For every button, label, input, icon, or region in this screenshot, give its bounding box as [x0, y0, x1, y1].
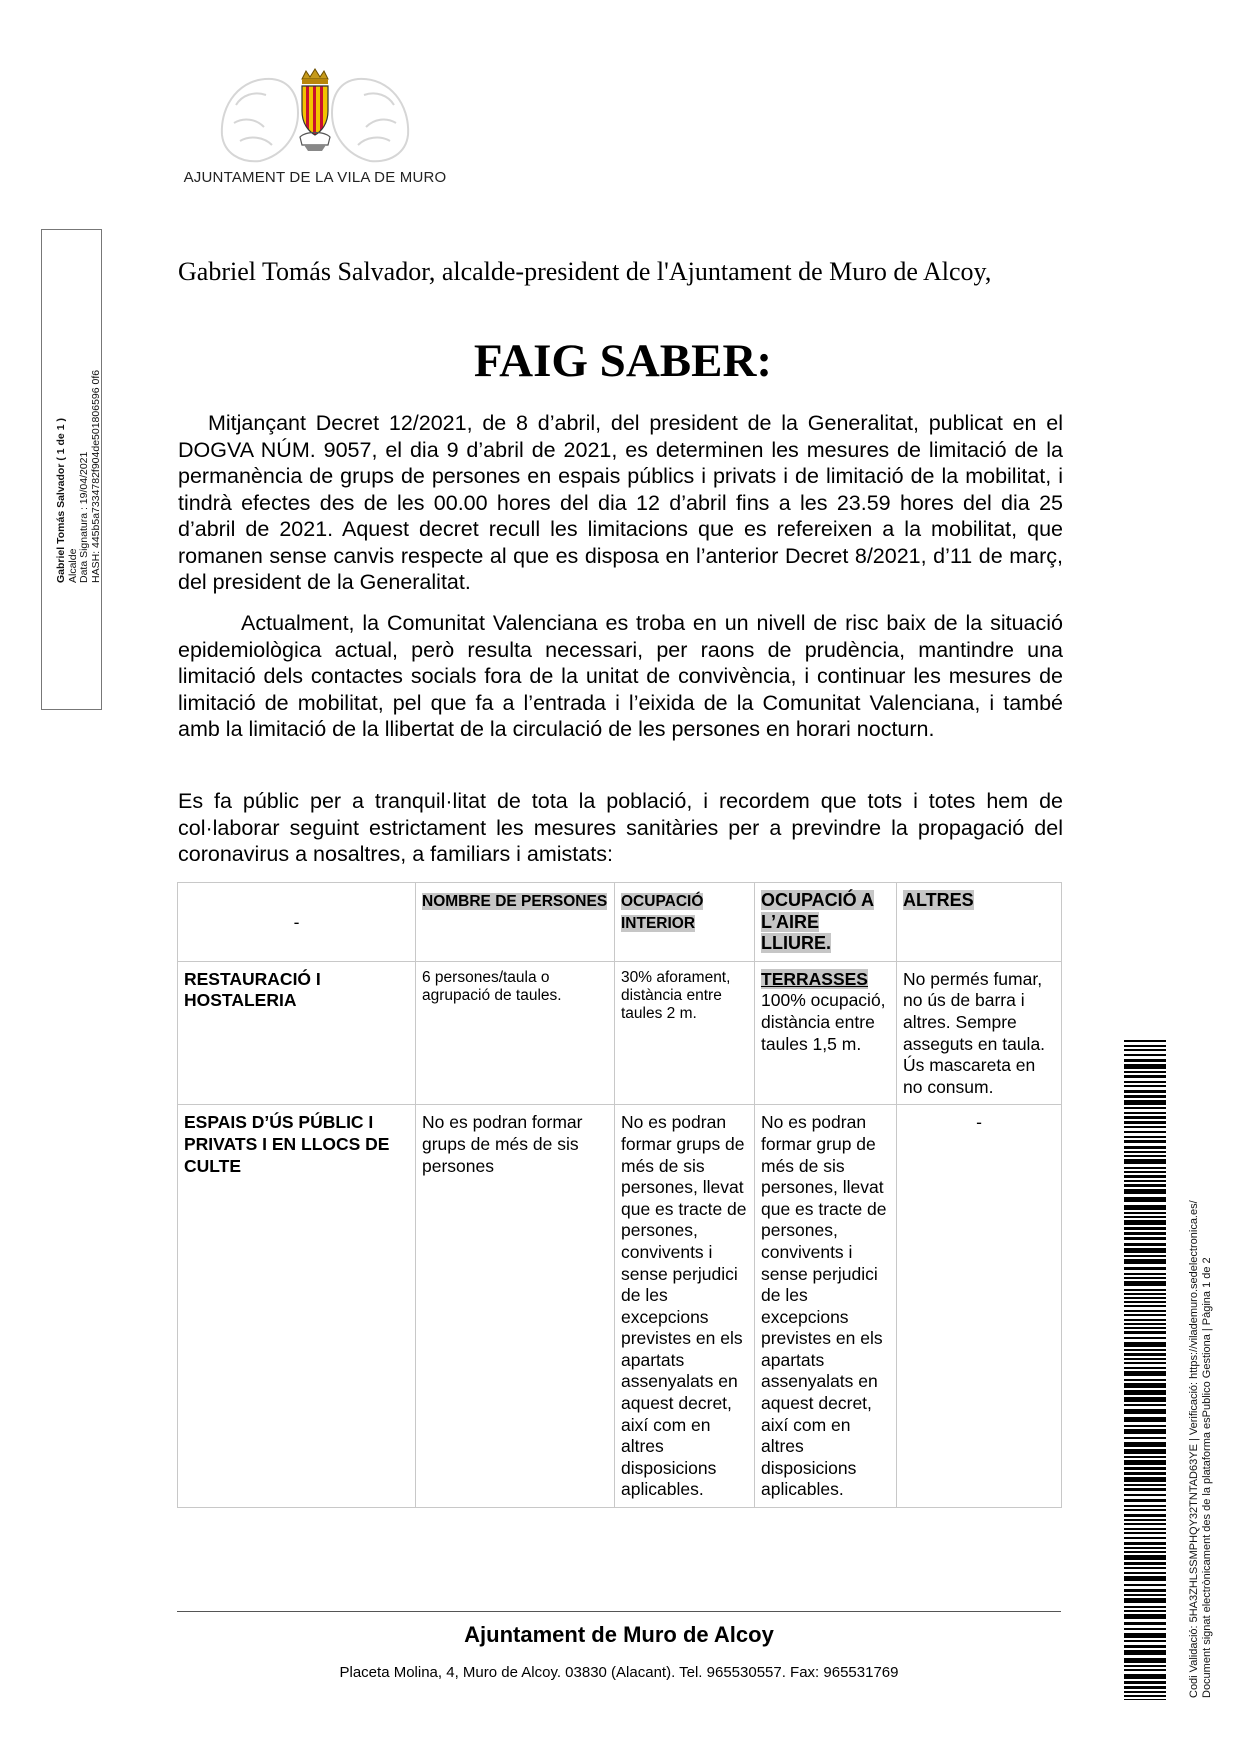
- cell-aire-lliure: [755, 961, 897, 1105]
- cell-persones: 6 persones/taula o agrupació de taules.: [416, 961, 615, 1105]
- municipal-logo: [180, 65, 450, 195]
- coat-of-arms-icon: [210, 65, 420, 169]
- barcode-icon: [1124, 1040, 1166, 1702]
- table-row: [178, 961, 1062, 1105]
- cell-aire-lliure: No es podran formar grup de més de sis persones, llevat que es tracte de persones, convivents i sense perjudici de les excepcions previstes en els apartats assenyalats en aquest decret, així com en altres disposicions aplicables.: [755, 1105, 897, 1508]
- cell-interior: 30% aforament, distància entre taules 2 m.: [615, 961, 755, 1105]
- signer-role: Alcalde: [66, 548, 79, 583]
- signature-hash: HASH: 445b5a7334782f904de501806596 0f6: [89, 369, 102, 583]
- paragraph-public-notice: Es fa públic per a tranquil·litat de tota la població, i recordem que tots i totes hem de col·laborar seguint estrictament les mesures sanitàries per a previndre la propagació del coronavirus a nosaltres, a familiars i amistats:: [178, 789, 1063, 866]
- header-interior: OCUPACIÓ INTERIOR: [621, 893, 704, 932]
- validation-platform: Document signat electrònicament des de la plataforma esPublico Gestiona | Pàgina 1 de 2: [1200, 1257, 1213, 1698]
- signature-date: Data Signatura : 19/04/2021: [78, 451, 90, 583]
- header-aire-lliure: OCUPACIÓ A L’AIRE LLIURE.: [761, 890, 875, 954]
- signer-name: Gabriel Tomás Salvador ( 1 de 1 ): [55, 418, 67, 583]
- cell-altres: No permés fumar, no ús de barra i altres. Sempre asseguts en taula. Ús mascareta en no consum.: [897, 961, 1062, 1105]
- cell-persones: No es podran formar grups de més de sis persones: [416, 1105, 615, 1508]
- terrasses-text: 100% ocupació, distància entre taules 1,5 m.: [761, 990, 886, 1054]
- paragraph-situation: Actualment, la Comunitat Valenciana es troba en un nivell de risc baix de la situació epidemiològica actual, però resulta necessari, per raons de prudència, mantindre una limitació dels contactes socials fora de la unitat de convivència, i continuar les mesures de limitació de mobilitat, pel que fa a l’entrada i l’eixida de la Comunitat Valenciana, i també amb la limitació de la llibertat de la circulació de les persones en horari nocturn.: [178, 611, 1063, 741]
- row-label: RESTAURACIÓ I HOSTALERIA: [178, 961, 416, 1105]
- cell-interior: No es podran formar grups de més de sis persones, llevat que es tracte de persones, convivents i sense perjudici de les excepcions previstes en els apartats assenyalats en aquest decret, així com en altres disposicions aplicables.: [615, 1105, 755, 1508]
- measures-table: [177, 882, 1062, 1508]
- logo-caption: AJUNTAMENT DE LA VILA DE MURO: [183, 169, 447, 186]
- row-label: ESPAIS D’ÚS PÚBLIC I PRIVATS I EN LLOCS DE CULTE: [178, 1105, 416, 1508]
- table-header-cell: [615, 883, 755, 962]
- table-corner-cell: -: [178, 883, 416, 962]
- terrasses-label: TERRASSES: [761, 968, 868, 989]
- table-header-row: [178, 883, 1062, 962]
- validation-code: Codi Validació: 5HA3ZHLSSMPHQY32TNTAD63YE | Verificació: https://vilademuro.sedelectronica.es/: [1188, 1200, 1200, 1698]
- cell-altres: -: [897, 1105, 1062, 1508]
- paragraph-decree: Mitjançant Decret 12/2021, de 8 d’abril, del president de la Generalitat, publicat en el DOGVA NÚM. 9057, el dia 9 d’abril de 2021, es determinen les mesures de limitació de la permanència de grups de persones en espais públics i privats i de limitació de la mobilitat, i tindrà efectes des de les 00.00 hores del dia 12 d’abril fins a les 23.59 hores del dia 25 d’abril de 2021. Aquest decret recull les limitacions que es refereixen a la mobilitat, que romanen sense canvis respecte al que es disposa en l’anterior Decret 8/2021, d’11 de març, del president de la Generalitat.: [178, 411, 1063, 594]
- header-persones: NOMBRE DE PERSONES: [422, 893, 608, 910]
- table-header-cell: [416, 883, 615, 962]
- table-header-cell: [897, 883, 1062, 962]
- header-altres: ALTRES: [903, 890, 974, 910]
- table-header-cell: [755, 883, 897, 962]
- page-title: FAIG SABER:: [473, 335, 773, 387]
- footer-address: Placeta Molina, 4, Muro de Alcoy. 03830 (Alacant). Tel. 965530557. Fax: 965531769: [339, 1664, 899, 1681]
- validation-info: [1188, 1098, 1213, 1698]
- signature-info: [56, 183, 102, 583]
- footer-title: Ajuntament de Muro de Alcoy: [464, 1622, 774, 1647]
- footer-divider: [177, 1611, 1061, 1612]
- intro-line: Gabriel Tomás Salvador, alcalde-president de l'Ajuntament de Muro de Alcoy,: [178, 257, 992, 286]
- table-row: [178, 1105, 1062, 1508]
